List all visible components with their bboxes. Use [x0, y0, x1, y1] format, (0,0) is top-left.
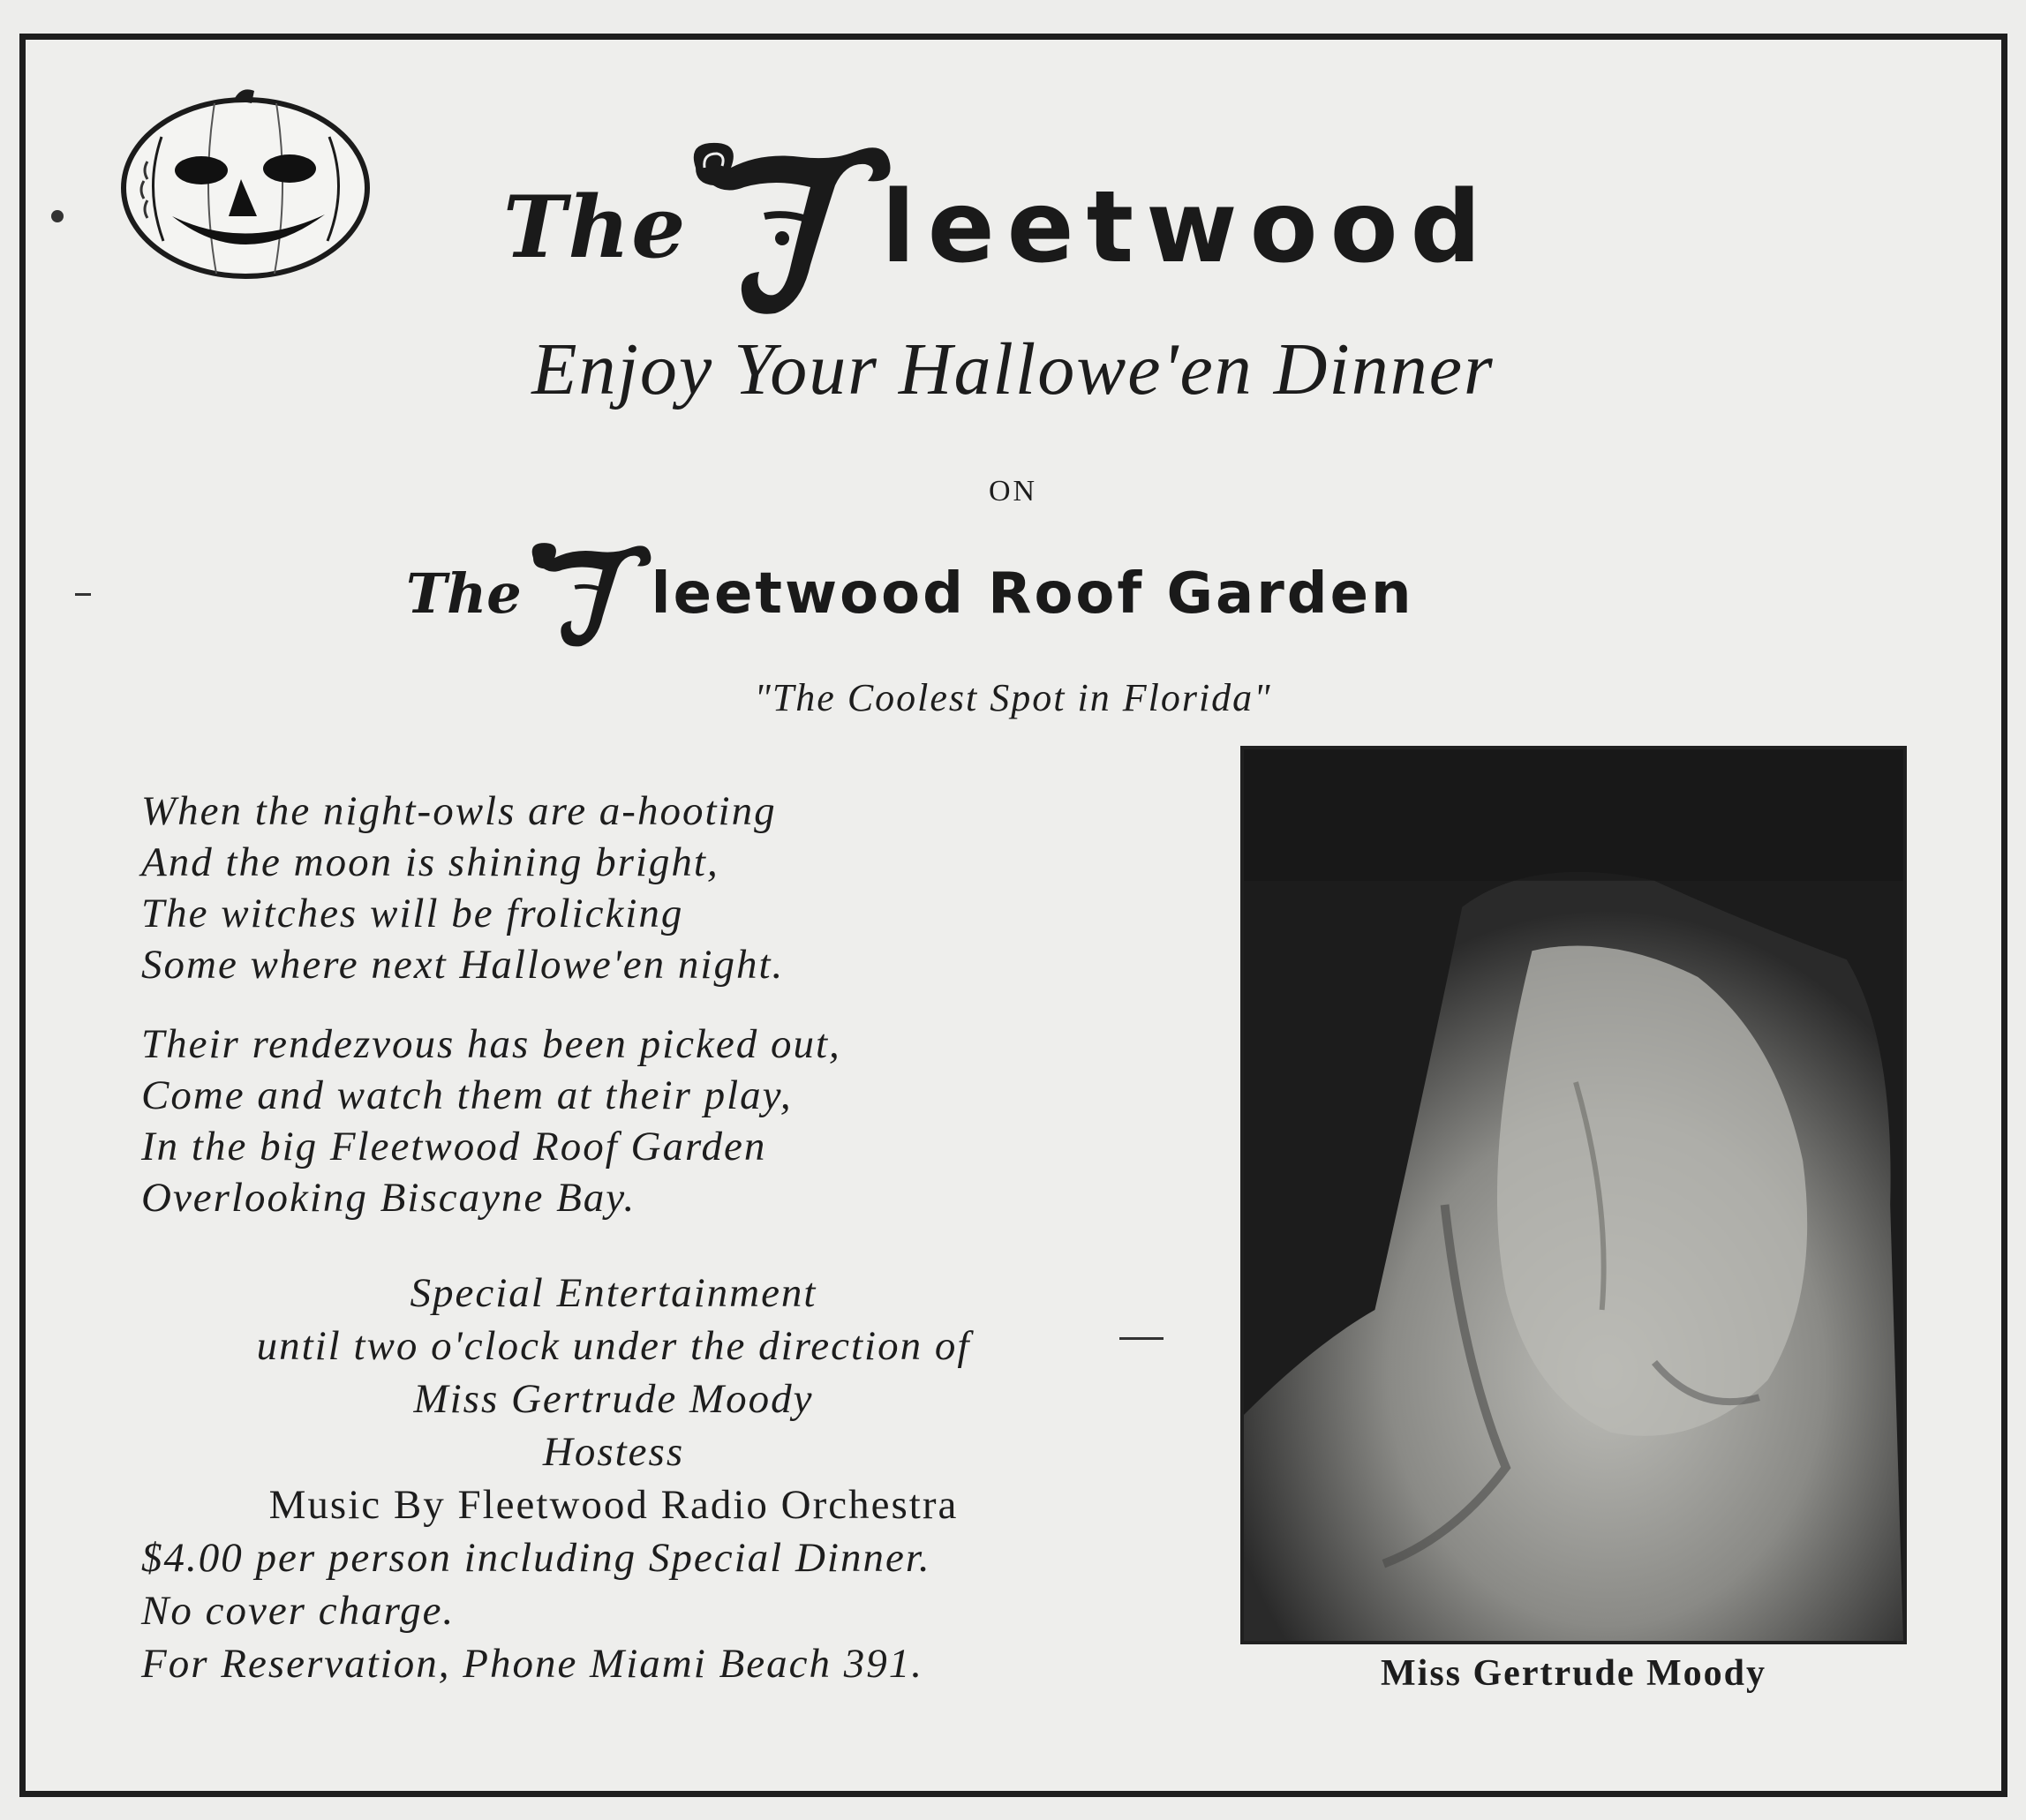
headline: Enjoy Your Hallowe'en Dinner	[531, 328, 1495, 410]
print-speck	[1119, 1337, 1164, 1340]
poem	[141, 786, 1024, 1252]
poem-line: Come and watch them at their play,	[141, 1072, 793, 1118]
poem-line: Overlooking Biscayne Bay.	[141, 1175, 636, 1221]
detail-hostess-name: Miss Gertrude Moody	[413, 1376, 814, 1422]
print-speck	[75, 593, 91, 596]
ornamental-f-icon	[678, 132, 899, 322]
title-the: The	[503, 177, 688, 277]
detail-price: $4.00 per person including Special Dinner.	[141, 1535, 931, 1581]
portrait-photo	[1240, 746, 1907, 1644]
title-fleetwood	[503, 128, 1616, 327]
poem-line: Their rendezvous has been picked out,	[141, 1021, 841, 1067]
poem-line: Some where next Hallowe'en night.	[141, 942, 785, 988]
photo-caption: Miss Gertrude Moody	[1381, 1653, 1766, 1694]
title-rest: leetwood	[881, 169, 1494, 285]
poem-stanza-2	[141, 1019, 1024, 1223]
print-speck	[51, 210, 64, 222]
tagline: "The Coolest Spot in Florida"	[754, 676, 1272, 719]
detail-reservation: For Reservation, Phone Miami Beach 391.	[141, 1641, 923, 1687]
detail-hostess-title: Hostess	[542, 1429, 685, 1475]
subtitle-roof-garden	[406, 534, 1642, 653]
detail-entertainment: Special Entertainment	[410, 1270, 817, 1316]
subtitle-the: The	[406, 561, 522, 626]
detail-music: Music By Fleetwood Radio Orchestra	[268, 1482, 959, 1528]
detail-cover: No cover charge.	[141, 1588, 456, 1634]
on-label: ON	[988, 475, 1038, 508]
poem-stanza-1	[141, 786, 1024, 990]
jack-o-lantern-icon	[109, 84, 382, 282]
event-details	[141, 1267, 1112, 1690]
poem-line: In the big Fleetwood Roof Garden	[141, 1124, 767, 1169]
subtitle-rest: leetwood Roof Garden	[651, 560, 1414, 627]
poem-line: When the night-owls are a-hooting	[141, 788, 777, 834]
poem-line: And the moon is shining bright,	[141, 839, 719, 885]
ornamental-f-icon-small	[516, 537, 662, 651]
detail-until: until two o'clock under the direction of	[256, 1323, 971, 1369]
poem-line: The witches will be frolicking	[141, 891, 684, 936]
